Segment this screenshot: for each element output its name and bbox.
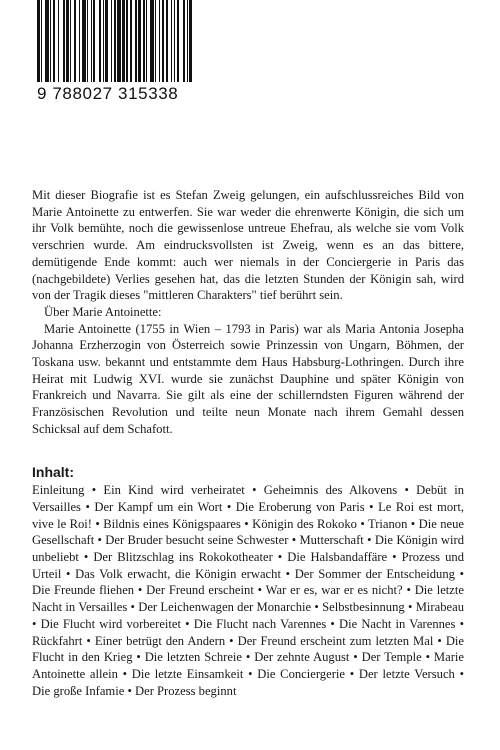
biography-paragraph: Marie Antoinette (1755 in Wien – 1793 in Paris) war als Maria Antonia Josepha Johanna Erzherzogin von Österreich sowie Prinzessin von Ungarn, Böhmen, der Toskana usw. bekannt und entstammte dem Haus Habsburg-Lothringen. Durch ihre Heirat mit Ludwig XVI. wurde sie zunächst Dauphine und später Königin von Frankreich und Navarra. Sie gilt als eine der schillerndsten Figuren während der Französischen Revolution und teilte neun Monate nach ihrem Gemahl dessen Schicksal auf dem Schafott. — [32, 321, 464, 436]
barcode-bar — [192, 0, 195, 82]
isbn-number: 9 788027 315338 — [37, 84, 179, 103]
chapter-list: Einleitung • Ein Kind wird verheiratet • Geheimnis des Alkovens • Debüt in Versailles • Der Kampf um ein Wort • Die Eroberung von Paris • Le Roi est mort, vive le Roi! • Bildnis eines Königspaares • Königin des Rokoko • Trianon • Die neue Gesellschaft • Der Bruder besucht seine Schwester • Mutterschaft • Die Königin wird unbeliebt • Der Blitzschlag ins Rokokotheater • Die Halsbandaffäre • Prozess und Urteil • Das Volk erwacht, die Königin erwacht • Der Sommer der Entscheidung • Die Freunde fliehen • Der Freund erscheint • War er es, war er es nicht? • Die letzte Nacht in Versailles • Der Leichenwagen der Monarchie • Selbstbesinnung • Mirabeau • Die Flucht wird vorbereitet • Die Flucht nach Varennes • Die Nacht in Varennes • Rückfahrt • Einer betrügt den Andern • Der Freund erscheint zum letzten Mal • Die Flucht in den Krieg • Die letzten Schreie • Der zehnte August • Der Temple • Marie Antoinette allein • Die letzte Einsamkeit • Die Conciergerie • Der letzte Versuch • Die große Infamie • Der Prozess beginnt — [32, 483, 464, 698]
back-cover-text — [32, 187, 464, 699]
barcode — [37, 0, 195, 110]
contents-heading: Inhalt: — [32, 463, 74, 480]
barcode-bars — [37, 0, 195, 82]
description-paragraph: Mit dieser Biografie ist es Stefan Zweig gelungen, ein aufschlussreiches Bild von Marie Antoinette zu entwerfen. Sie war weder die ehrenwerte Königin, die sich um ihr Volk bemühte, noch die gewissenlose untreue Ehefrau, als welche sie vom Volk verschrien wurde. Am eindrucksvollsten ist Zweig, wenn es an das bittere, demütigende Ende kommt: auch wer niemals in der Conciergerie in Paris das (nachgebildete) Verlies gesehen hat, das die letzten Stunden der Königin sah, wird von der Tragik dieses "mittleren Charakters" tief berührt sein. — [32, 188, 464, 303]
about-heading: Über Marie Antoinette: — [44, 304, 162, 319]
